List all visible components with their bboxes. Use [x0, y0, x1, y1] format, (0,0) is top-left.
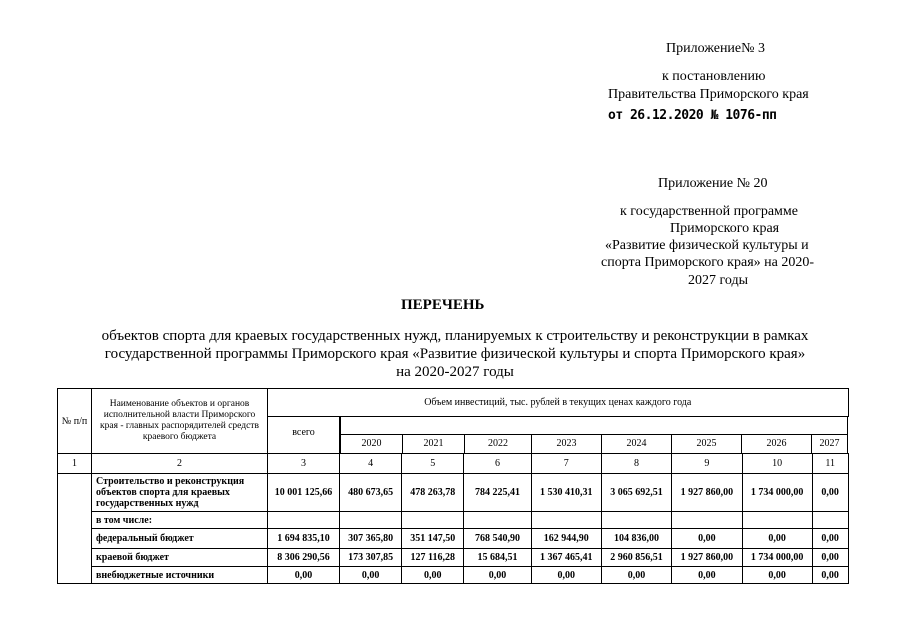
row-name: краевой бюджет [92, 549, 268, 567]
document-title: ПЕРЕЧЕНЬ [401, 297, 485, 313]
header-year: 2025 [671, 435, 741, 453]
row-value: 173 307,85 [340, 549, 402, 567]
header-year: 2022 [464, 435, 531, 453]
header-year: 2027 [811, 435, 848, 453]
row-value: 104 836,00 [601, 529, 671, 549]
row-value: 15 684,51 [464, 549, 531, 567]
header-total: всего [268, 417, 340, 454]
column-number: 8 [601, 454, 671, 474]
row-name: федеральный бюджет [92, 529, 268, 549]
row-num-cell [58, 474, 92, 584]
row-value: 480 673,65 [340, 474, 402, 512]
appendix20-line5: спорта Приморского края» на 2020- [601, 255, 815, 270]
row-value: 784 225,41 [464, 474, 531, 512]
column-number: 6 [464, 454, 531, 474]
row-name: Строительство и реконструкция объектов спорта для краевых государственных нужд [92, 474, 268, 512]
row-value: 0,00 [812, 474, 848, 512]
row-value: 127 116,28 [402, 549, 464, 567]
row-value: 3 065 692,51 [601, 474, 671, 512]
header-num: № п/п [58, 389, 92, 454]
row-value: 2 960 856,51 [601, 549, 671, 567]
table-row [58, 529, 849, 549]
row-value: 1 927 860,00 [672, 549, 742, 567]
header-volume: Объем инвестиций, тыс. рублей в текущих ценах каждого года [268, 389, 849, 417]
row-value [531, 512, 601, 529]
row-value: 0,00 [742, 529, 812, 549]
table-row [58, 567, 849, 584]
appendix3-resolution: к постановлению [662, 69, 766, 84]
row-value: 162 944,90 [531, 529, 601, 549]
appendix3-government: Правительства Приморского края [608, 87, 809, 102]
column-number: 10 [742, 454, 812, 474]
row-value [601, 512, 671, 529]
row-value: 1 367 465,41 [531, 549, 601, 567]
row-value: 0,00 [742, 567, 812, 584]
row-value: 1 734 000,00 [742, 474, 812, 512]
table-row [58, 549, 849, 567]
column-number: 11 [812, 454, 848, 474]
appendix3-date-number: от 26.12.2020 № 1076-пп [608, 108, 777, 123]
row-value: 768 540,90 [464, 529, 531, 549]
row-value: 0,00 [672, 529, 742, 549]
appendix20-line2: к государственной программе [620, 204, 798, 219]
column-number: 9 [672, 454, 742, 474]
header-name: Наименование объектов и органов исполнительной власти Приморского края - главных распорядителей средств краевого бюджета [92, 389, 268, 454]
column-numbers-row [58, 454, 849, 474]
column-number: 5 [402, 454, 464, 474]
row-value: 307 365,80 [340, 529, 402, 549]
investment-table [57, 388, 849, 584]
appendix20-title: Приложение № 20 [658, 176, 768, 191]
header-year: 2023 [531, 435, 601, 453]
row-value: 0,00 [812, 549, 848, 567]
row-value [402, 512, 464, 529]
column-number: 3 [268, 454, 340, 474]
appendix20-line6: 2027 годы [688, 273, 749, 288]
row-value [742, 512, 812, 529]
row-value [464, 512, 531, 529]
row-name: в том числе: [92, 512, 268, 529]
header-year: 2024 [601, 435, 671, 453]
column-number: 2 [92, 454, 268, 474]
column-number: 4 [340, 454, 402, 474]
table-row [58, 474, 849, 512]
row-value: 0,00 [464, 567, 531, 584]
row-value: 1 927 860,00 [672, 474, 742, 512]
appendix3-title: Приложение№ 3 [666, 41, 765, 56]
row-value: 0,00 [402, 567, 464, 584]
row-value: 0,00 [531, 567, 601, 584]
subtitle-line1: объектов спорта для краевых государственных нужд, планируемых к строительству и реконструкции в рамках [101, 328, 809, 344]
header-year: 2021 [402, 435, 464, 453]
header-years-wrap [340, 417, 849, 454]
row-value [672, 512, 742, 529]
subtitle-line2: государственной программы Приморского края «Развитие физической культуры и спорта Приморского края» [104, 346, 806, 362]
column-number: 7 [531, 454, 601, 474]
table-row [58, 512, 849, 529]
header-year: 2026 [741, 435, 811, 453]
row-value: 1 694 835,10 [268, 529, 340, 549]
header-year: 2020 [340, 435, 402, 453]
row-value: 8 306 290,56 [268, 549, 340, 567]
row-value: 1 530 410,31 [531, 474, 601, 512]
row-value: 0,00 [672, 567, 742, 584]
row-value: 0,00 [812, 529, 848, 549]
row-value [268, 512, 340, 529]
subtitle-line3: на 2020-2027 годы [396, 364, 514, 380]
row-value: 10 001 125,66 [268, 474, 340, 512]
appendix20-line3: Приморского края [670, 221, 780, 236]
row-value: 0,00 [340, 567, 402, 584]
row-value: 0,00 [601, 567, 671, 584]
row-value: 0,00 [268, 567, 340, 584]
appendix20-line4: «Развитие физической культуры и [605, 238, 809, 253]
row-value: 1 734 000,00 [742, 549, 812, 567]
column-number: 1 [58, 454, 92, 474]
row-name: внебюджетные источники [92, 567, 268, 584]
row-value: 478 263,78 [402, 474, 464, 512]
row-value [340, 512, 402, 529]
row-value [812, 512, 848, 529]
row-value: 351 147,50 [402, 529, 464, 549]
row-value: 0,00 [812, 567, 848, 584]
